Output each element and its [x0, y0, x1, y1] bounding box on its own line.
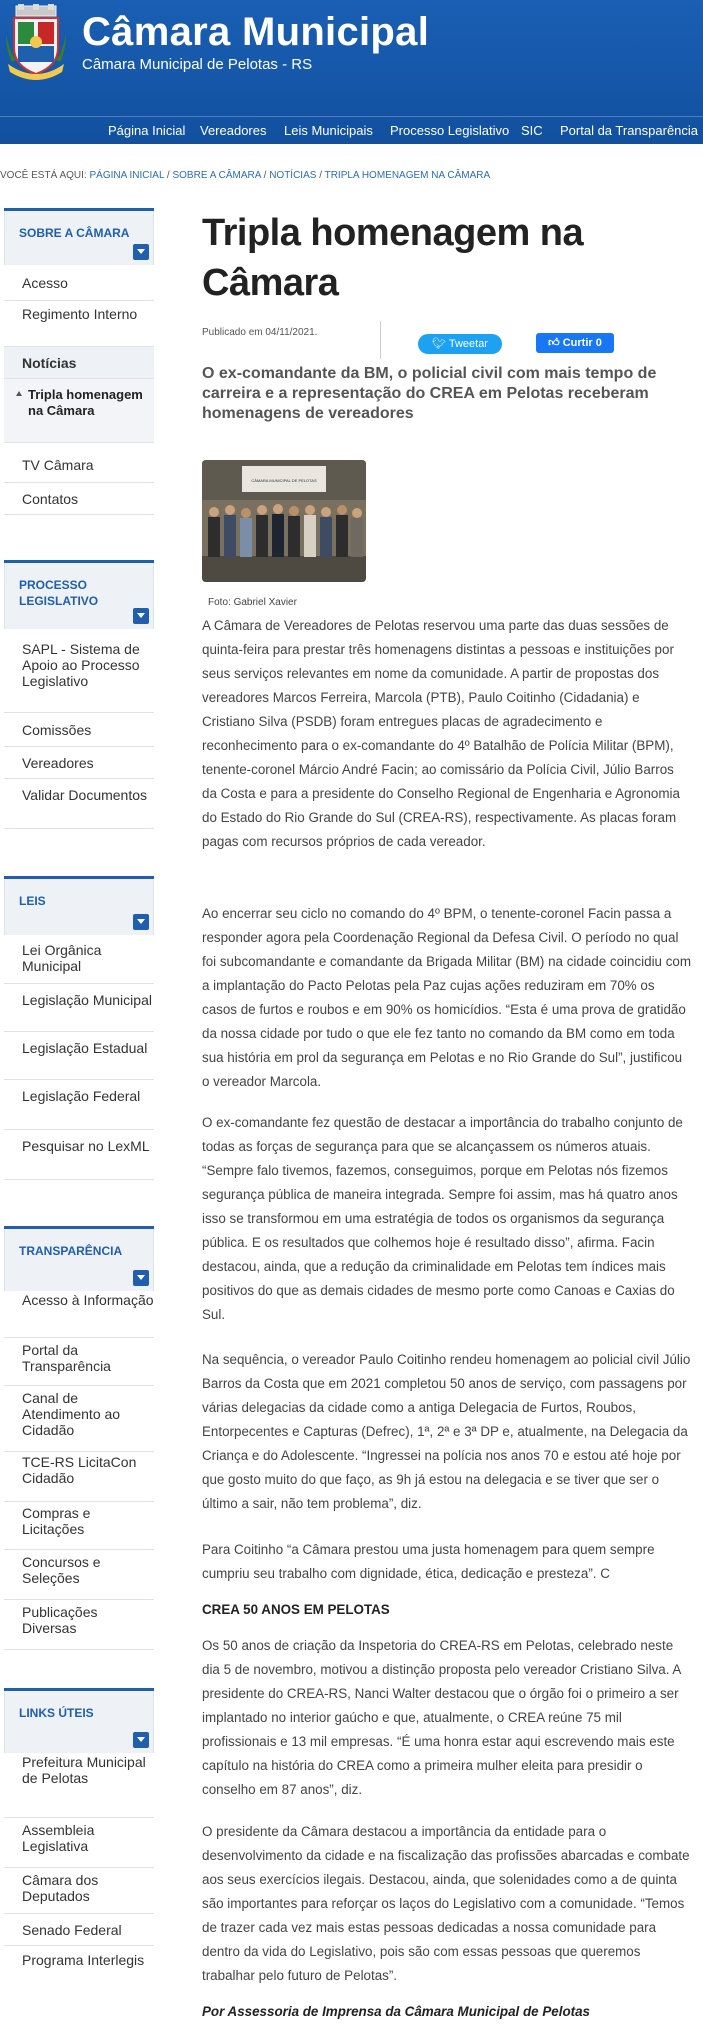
sidebar-item-legislacao-federal[interactable]: Legislação Federal: [4, 1080, 154, 1130]
article-subheading: CREA 50 ANOS EM PELOTAS: [202, 1602, 390, 1617]
sidebar-section-links: [4, 1688, 154, 1753]
article-photo[interactable]: [202, 460, 366, 582]
sidebar-section-title: LEIS: [19, 894, 46, 908]
sidebar-item-tripla-homenagem[interactable]: [4, 379, 154, 443]
group-photo-image: [202, 460, 366, 582]
facebook-like-button[interactable]: [536, 333, 614, 353]
breadcrumb-separator: /: [316, 170, 325, 181]
sidebar-item-vereadores[interactable]: Vereadores: [4, 747, 154, 779]
site-subtitle: Câmara Municipal de Pelotas - RS: [82, 56, 313, 73]
article-paragraph: O ex-comandante fez questão de destacar a importância do trabalho conjunto de todas as forças de segurança para que se alcançassem os números atuais. “Sempre falo tivemos, fazemos, conseguimos, porque em Pelotas nós fizemos segurança pública de maneira integrada. Sempre foi assim, mas há quatro anos isso se transformou em uma estratégia de todos os organismos da segurança pública. E os resultados que colhemos hoje é resultado disso”, afirma. Facin destacou, ainda, que a redução da criminalidade em Pelotas tem índices mais positivos do que as demais cidades de mesmo porte como Canoas e Caxias do Sul.: [202, 1115, 683, 1322]
sidebar-item-canal-atendimento[interactable]: Canal de Atendimento ao Cidadão: [4, 1386, 154, 1452]
sidebar-item-camara-deputados[interactable]: Câmara dos Deputados: [4, 1868, 154, 1914]
like-label: Curtir 0: [562, 337, 602, 349]
article-signature: Por Assessoria de Imprensa da Câmara Municipal de Pelotas: [202, 2004, 590, 2019]
chevron-down-icon[interactable]: [133, 914, 149, 930]
chevron-down-icon[interactable]: [133, 1732, 149, 1748]
sidebar-item-regimento[interactable]: Regimento Interno: [4, 301, 154, 347]
caret-up-icon: [16, 391, 22, 396]
breadcrumb: [0, 170, 490, 181]
article-paragraph: A Câmara de Vereadores de Pelotas reservou uma parte das duas sessões de quinta-feira para prestar três homenagens distintas a pessoas e instituições por seus serviços relevantes em nome da comunidade. A partir de propostas dos vereadores Marcos Ferreira, Marcola (PTB), Paulo Coitinho (Cidadania) e Cristiano Silva (PSDB) foram entregues placas de agradecimento e reconhecimento para o ex-comandante do 4º Batalhão de Polícia Militar (BPM), tenente-coronel Márcio André Facin; ao comissário da Polícia Civil, Júlio Barros da Costa e para a presidente do Conselho Regional de Engenharia e Agronomia do Estado do Rio Grande do Sul (CREA-RS), respectivamente. As placas foram pagas com recursos próprios de cada vereador.: [202, 618, 680, 849]
sidebar-item-legislacao-estadual[interactable]: Legislação Estadual: [4, 1032, 154, 1080]
sidebar-item-assembleia[interactable]: Assembleia Legislativa: [4, 1818, 154, 1868]
article-paragraph: Os 50 anos de criação da Inspetoria do CREA-RS em Pelotas, celebrado neste dia 5 de novembro, motivou a distinção proposta pelo vereador Cristiano Silva. A presidente do CREA-RS, Nanci Walter destacou que o órgão foi o primeiro a ser implantado no interior gaúcho e que, atualmente, o CREA reúne 75 mil profissionais e 13 mil empresas. “É uma honra estar aqui escrevendo mais este capítulo na história do CREA como a primeira mulher eleita para presidir o conselho em 87 anos”, diz.: [202, 1638, 681, 1797]
sidebar-section-processo: [4, 560, 154, 629]
tweet-label: Tweetar: [448, 338, 488, 350]
sidebar-item-tce-licitacon[interactable]: TCE-RS LicitaCon Cidadão: [4, 1452, 154, 1502]
breadcrumb-link-noticias[interactable]: NOTÍCIAS: [269, 170, 317, 181]
breadcrumb-link-sobre[interactable]: SOBRE A CÂMARA: [172, 170, 261, 181]
thumbs-up-icon: 👍︎: [548, 337, 563, 349]
sidebar-item-concursos[interactable]: Concursos e Seleções: [4, 1550, 154, 1600]
article-lead: O ex-comandante da BM, o policial civil com mais tempo de carreira e a representação do CREA em Pelotas receberam homenagens de vereadores: [202, 365, 657, 422]
sidebar-item-validar[interactable]: Validar Documentos: [4, 779, 154, 829]
breadcrumb-link-current[interactable]: TRIPLA HOMENAGEM NA CÂMARA: [324, 170, 491, 181]
sidebar-section-title: SOBRE A CÂMARA: [19, 226, 130, 240]
chevron-down-icon[interactable]: [133, 244, 149, 260]
sidebar-section-sobre: [4, 208, 154, 265]
sidebar-item-portal-transparencia[interactable]: Portal da Transparência: [4, 1338, 154, 1386]
sidebar-item-label: Tripla homenagem na Câmara: [28, 387, 143, 418]
sidebar-item-acesso-informacao[interactable]: Acesso à Informação: [4, 1290, 154, 1338]
breadcrumb-prefix: VOCÊ ESTÁ AQUI:: [0, 170, 87, 181]
sidebar-item-sapl[interactable]: SAPL - Sistema de Apoio ao Processo Legislativo: [4, 631, 154, 713]
article-paragraph: Ao encerrar seu ciclo no comando do 4º BPM, o tenente-coronel Facin passa a responder agora pela Coordenação Regional da Defesa Civil. O período no qual foi subcomandante e comandante da Brigada Militar (BM) na cidade coincidiu com a implantação do Pacto Pelotas pela Paz cujas ações reduziram em 70% os casos de furtos e roubos e em 90% os homicídios. “Esta é uma prova de gratidão da nossa cidade por tudo o que ele fez tanto no comando da BM como em toda sua história em prol da segurança em Pelotas e no Rio Grande do Sul”, justificou o vereador Marcola.: [202, 906, 692, 1089]
article-title: Tripla homenagem na Câmara: [202, 212, 584, 304]
main-nav: [0, 116, 703, 144]
photo-banner-text: CÂMARA MUNICIPAL DE PELOTAS: [251, 478, 317, 483]
sidebar-item-acesso[interactable]: Acesso: [4, 265, 154, 301]
sidebar-item-senado[interactable]: Senado Federal: [4, 1914, 154, 1946]
photo-caption: Foto: Gabriel Xavier: [208, 597, 297, 608]
chevron-down-icon[interactable]: [133, 1270, 149, 1286]
nav-portal-transparencia[interactable]: Portal da Transparência: [560, 123, 699, 138]
chevron-down-icon[interactable]: [133, 608, 149, 624]
sidebar-item-interlegis[interactable]: Programa Interlegis: [22, 1952, 145, 1968]
sidebar-item-noticias[interactable]: Notícias: [4, 347, 154, 379]
sidebar-item-lei-organica[interactable]: Lei Orgânica Municipal: [4, 936, 154, 984]
article-paragraph: O presidente da Câmara destacou a importância da entidade para o desenvolvimento da cidade e na fiscalização das profissões abarcadas e combate aos seus exercícios ilegais. Destacou, ainda, que solenidades como a de quinta são importantes para reforçar os laços do Legislativo com a comunidade. “Temos de trazer cada vez mais estas pessoas dedicadas a nossa comunidade para dentro da vida do Legislativo, pois são com essas pessoas que queremos trabalhar pelo futuro de Pelotas”.: [202, 1824, 690, 1983]
sidebar-item-tv-camara[interactable]: TV Câmara: [4, 447, 154, 483]
tweet-button[interactable]: [418, 334, 502, 354]
breadcrumb-separator: /: [260, 170, 270, 181]
article-paragraph: Na sequência, o vereador Paulo Coitinho rendeu homenagem ao policial civil Júlio Barros da Costa que em 2021 completou 50 anos de serviço, com passagens por várias delegacias da cidade como a antiga Delegacia de Furtos, Roubos, Entorpecentes e Capturas (Defrec), 1ª, 2ª e 3ª DP e, atualmente, na Delegacia da Criança e do Adolescente. “Ingressei na polícia nos anos 70 e estou até hoje por que gosto muito do que faço, as 9h já estou na delegacia e se tiver que ser o último a sair, não tem problema”, diz.: [202, 1352, 691, 1511]
article-paragraph: Para Coitinho “a Câmara prestou uma justa homenagem para quem sempre cumpriu seu trabalho com dignidade, ética, dedicação e presteza”. C: [202, 1542, 655, 1581]
nav-vereadores[interactable]: Vereadores: [200, 123, 267, 138]
nav-leis-municipais[interactable]: Leis Municipais: [284, 123, 373, 138]
sidebar-item-lexml[interactable]: Pesquisar no LexML: [4, 1130, 154, 1180]
site-title[interactable]: Câmara Municipal: [82, 10, 430, 54]
sidebar-section-title: TRANSPARÊNCIA: [19, 1244, 123, 1258]
twitter-bird-icon: 🐦︎: [432, 338, 449, 350]
sidebar-item-comissoes[interactable]: Comissões: [4, 713, 154, 747]
sidebar-section-title: PROCESSO LEGISLATIVO: [19, 578, 99, 608]
sidebar-item-publicacoes[interactable]: Publicações Diversas: [4, 1600, 154, 1650]
published-date: Publicado em 04/11/2021.: [202, 327, 318, 338]
sidebar-item-compras-licitacoes[interactable]: Compras e Licitações: [4, 1502, 154, 1550]
nav-pagina-inicial[interactable]: Página Inicial: [108, 123, 186, 138]
nav-processo-legislativo[interactable]: Processo Legislativo: [390, 123, 510, 138]
sidebar-section-leis: [4, 876, 154, 935]
sidebar-item-prefeitura[interactable]: Prefeitura Municipal de Pelotas: [4, 1752, 154, 1818]
coat-of-arms-logo[interactable]: [6, 4, 66, 80]
nav-sic[interactable]: SIC: [521, 123, 543, 138]
site-header: [0, 0, 703, 144]
sidebar-item-contatos[interactable]: Contatos: [4, 483, 154, 515]
sidebar-section-transparencia: [4, 1226, 154, 1291]
sidebar-section-title: LINKS ÚTEIS: [19, 1706, 94, 1720]
sidebar-item-legislacao-municipal[interactable]: Legislação Municipal: [4, 984, 154, 1032]
breadcrumb-separator: /: [164, 170, 173, 181]
breadcrumb-link-home[interactable]: PÁGINA INICIAL: [89, 170, 165, 181]
divider: [380, 321, 381, 359]
